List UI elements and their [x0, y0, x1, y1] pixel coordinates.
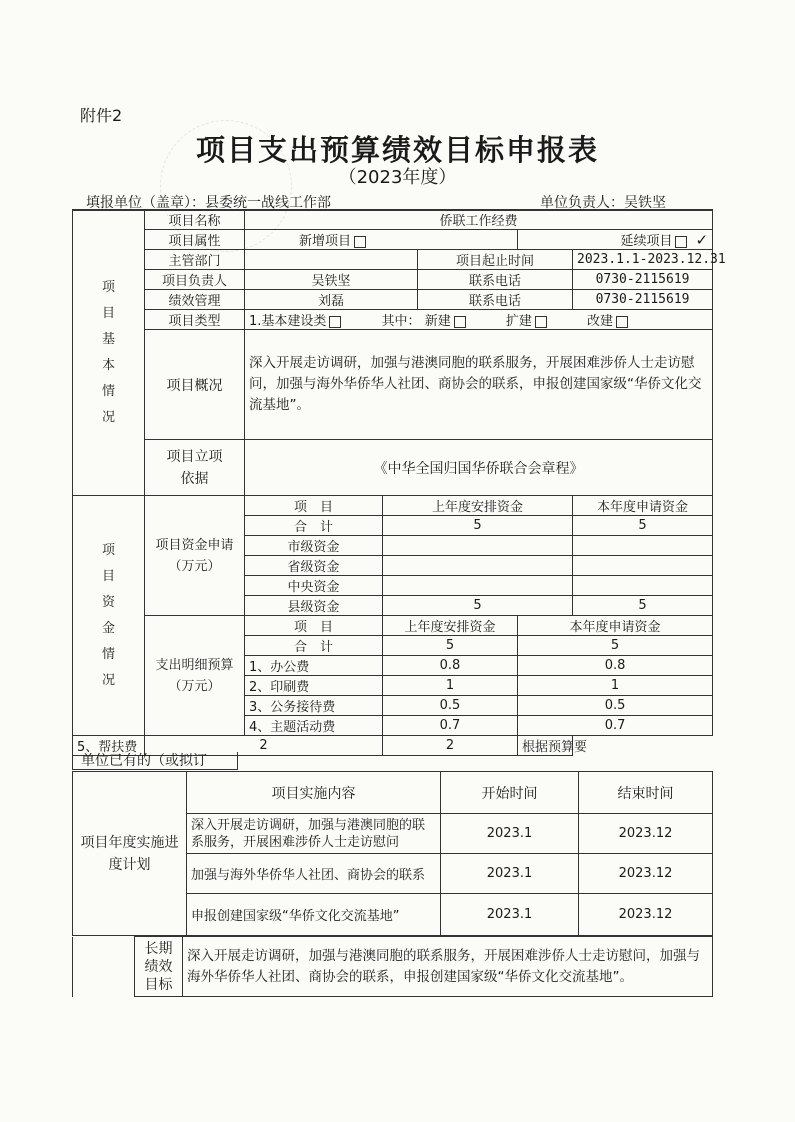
page-title: 项目支出预算绩效目标申报表	[195, 133, 599, 167]
apply-row-last	[383, 556, 573, 576]
attr-cont-cell	[518, 230, 713, 250]
type-rebuild-checkbox[interactable]	[616, 316, 628, 328]
schedule-row-end: 2023.12	[579, 854, 713, 894]
type-opt-new: 新建	[424, 314, 451, 329]
longterm-label: 长期绩效目标	[135, 937, 183, 997]
detail-header-this: 本年度申请资金	[518, 616, 713, 636]
annex-label: 附件2	[80, 106, 123, 125]
overview-text: 深入开展走访调研，加强与港澳同胞的联系服务，开展困难涉侨人士走访慰问，加强与海外华侨华人社团、商协会的联系，申报创建国家级“华侨文化交流基地”。	[245, 330, 713, 440]
schedule-row-end: 2023.12	[579, 894, 713, 936]
apply-row-item: 市级资金	[245, 536, 383, 556]
type-cell	[245, 310, 713, 330]
detail-row-this: 0.5	[518, 696, 713, 716]
type-checkbox[interactable]	[329, 316, 341, 328]
apply-row-this: 5	[573, 596, 713, 616]
period-label: 项目起止时间	[418, 250, 573, 270]
detail-row-item: 5、帮扶费	[73, 736, 145, 756]
apply-row-last: 5	[383, 596, 573, 616]
detail-row-last: 0.7	[383, 716, 518, 736]
detail-header-item: 项 目	[245, 616, 383, 636]
phone2-value: 0730-2115619	[573, 290, 713, 310]
detail-row-last: 1	[383, 676, 518, 696]
detail-label: 支出明细预算（万元）	[145, 616, 245, 736]
overview-label: 项目概况	[145, 330, 245, 440]
longterm-text: 深入开展走访调研，加强与港澳同胞的联系服务，开展困难涉侨人士走访慰问，加强与海外华侨华人社团、商协会的联系，申报创建国家级“华侨文化交流基地”。	[183, 937, 713, 997]
schedule-row-end: 2023.12	[579, 814, 713, 854]
basis-text: 《中华全国归国华侨联合会章程》	[245, 440, 713, 496]
detail-header-last: 上年度安排资金	[383, 616, 518, 636]
apply-row-item: 县级资金	[245, 596, 383, 616]
type-text: 1.基本建设类	[249, 314, 327, 329]
detail-row-last: 2	[145, 736, 383, 756]
schedule-header-start: 开始时间	[441, 772, 579, 814]
funds-section-label: 项目资金情况	[73, 496, 145, 736]
schedule-row-content: 申报创建国家级“华侨文化交流基地”	[187, 894, 441, 936]
existing-label: 单位已有的（或拟订	[72, 752, 238, 770]
attr-cont: 延续项目	[620, 234, 673, 249]
apply-row-last: 5	[383, 516, 573, 536]
detail-row-last: 0.5	[383, 696, 518, 716]
apply-header-this: 本年度申请资金	[573, 496, 713, 516]
basic-funds-table	[72, 209, 726, 756]
apply-label: 项目资金申请（万元）	[145, 496, 245, 616]
dept-value	[245, 250, 418, 270]
longterm-table	[72, 936, 713, 997]
perf-label: 绩效管理	[145, 290, 245, 310]
detail-row-last: 5	[383, 636, 518, 656]
type-among: 其中：	[381, 314, 421, 329]
fill-unit-label: 填报单位（盖章）：	[86, 195, 205, 211]
project-name-value: 侨联工作经费	[245, 210, 713, 230]
perf-value: 刘磊	[245, 290, 418, 310]
schedule-row-start: 2023.1	[441, 814, 579, 854]
detail-row-last: 0.8	[383, 656, 518, 676]
longterm-spacer	[73, 937, 135, 997]
detail-row-item: 4、主题活动费	[245, 716, 383, 736]
apply-row-this	[573, 576, 713, 596]
detail-row-basis: 根据预算要	[518, 736, 573, 756]
year-subtitle: （2023年度）	[338, 167, 457, 188]
detail-row-item: 3、公务接待费	[245, 696, 383, 716]
schedule-table	[72, 771, 713, 936]
type-opt-expand: 扩建	[505, 314, 532, 329]
type-label: 项目类型	[145, 310, 245, 330]
detail-row-this: 1	[518, 676, 713, 696]
schedule-row-content: 加强与海外华侨华人社团、商协会的联系	[187, 854, 441, 894]
detail-row-this: 0.8	[518, 656, 713, 676]
attr-new: 新增项目	[299, 234, 352, 249]
leader-label: 项目负责人	[145, 270, 245, 290]
detail-row-this: 0.7	[518, 716, 713, 736]
apply-row-this	[573, 556, 713, 576]
basic-section-label: 项目基本情况	[73, 210, 145, 496]
apply-row-item: 合 计	[245, 516, 383, 536]
schedule-row-start: 2023.1	[441, 894, 579, 936]
apply-row-last	[383, 576, 573, 596]
phone2-label: 联系电话	[418, 290, 573, 310]
type-expand-checkbox[interactable]	[535, 316, 547, 328]
apply-row-last	[383, 536, 573, 556]
attr-new-checkbox[interactable]	[354, 236, 366, 248]
type-opt-rebuild: 改建	[587, 314, 614, 329]
dept-label: 主管部门	[145, 250, 245, 270]
apply-row-item: 中央资金	[245, 576, 383, 596]
schedule-row-start: 2023.1	[441, 854, 579, 894]
project-name-label: 项目名称	[145, 210, 245, 230]
detail-row-this: 5	[518, 636, 713, 656]
apply-row-item: 省级资金	[245, 556, 383, 576]
apply-header-last: 上年度安排资金	[383, 496, 573, 516]
schedule-header-end: 结束时间	[579, 772, 713, 814]
detail-row-this: 2	[383, 736, 518, 756]
period-value: 2023.1.1-2023.12.31	[573, 250, 713, 270]
schedule-row-content: 深入开展走访调研，加强与港澳同胞的联系服务，开展困难涉侨人士走访慰问	[187, 814, 441, 854]
leader-value: 吴铁坚	[245, 270, 418, 290]
apply-row-this: 5	[573, 516, 713, 536]
phone1-value: 0730-2115619	[573, 270, 713, 290]
basis-label: 项目立项依据	[145, 440, 245, 496]
attr-new-cell	[245, 230, 518, 250]
apply-row-this	[573, 536, 713, 556]
check-mark-icon: ✓	[695, 231, 709, 249]
detail-row-item: 1、办公费	[245, 656, 383, 676]
unit-head-label: 单位负责人：	[540, 195, 624, 211]
phone1-label: 联系电话	[418, 270, 573, 290]
unit-head-value: 吴铁坚	[624, 195, 666, 211]
schedule-header-content: 项目实施内容	[187, 772, 441, 814]
apply-header-item: 项 目	[245, 496, 383, 516]
project-attr-label: 项目属性	[145, 230, 245, 250]
schedule-label: 项目年度实施进度计划	[73, 772, 187, 936]
fill-unit-value: 县委统一战线工作部	[205, 195, 331, 211]
detail-row-item: 2、印刷费	[245, 676, 383, 696]
detail-row-item: 合 计	[245, 636, 383, 656]
type-new-checkbox[interactable]	[454, 316, 466, 328]
attr-cont-checkbox[interactable]	[675, 236, 687, 248]
